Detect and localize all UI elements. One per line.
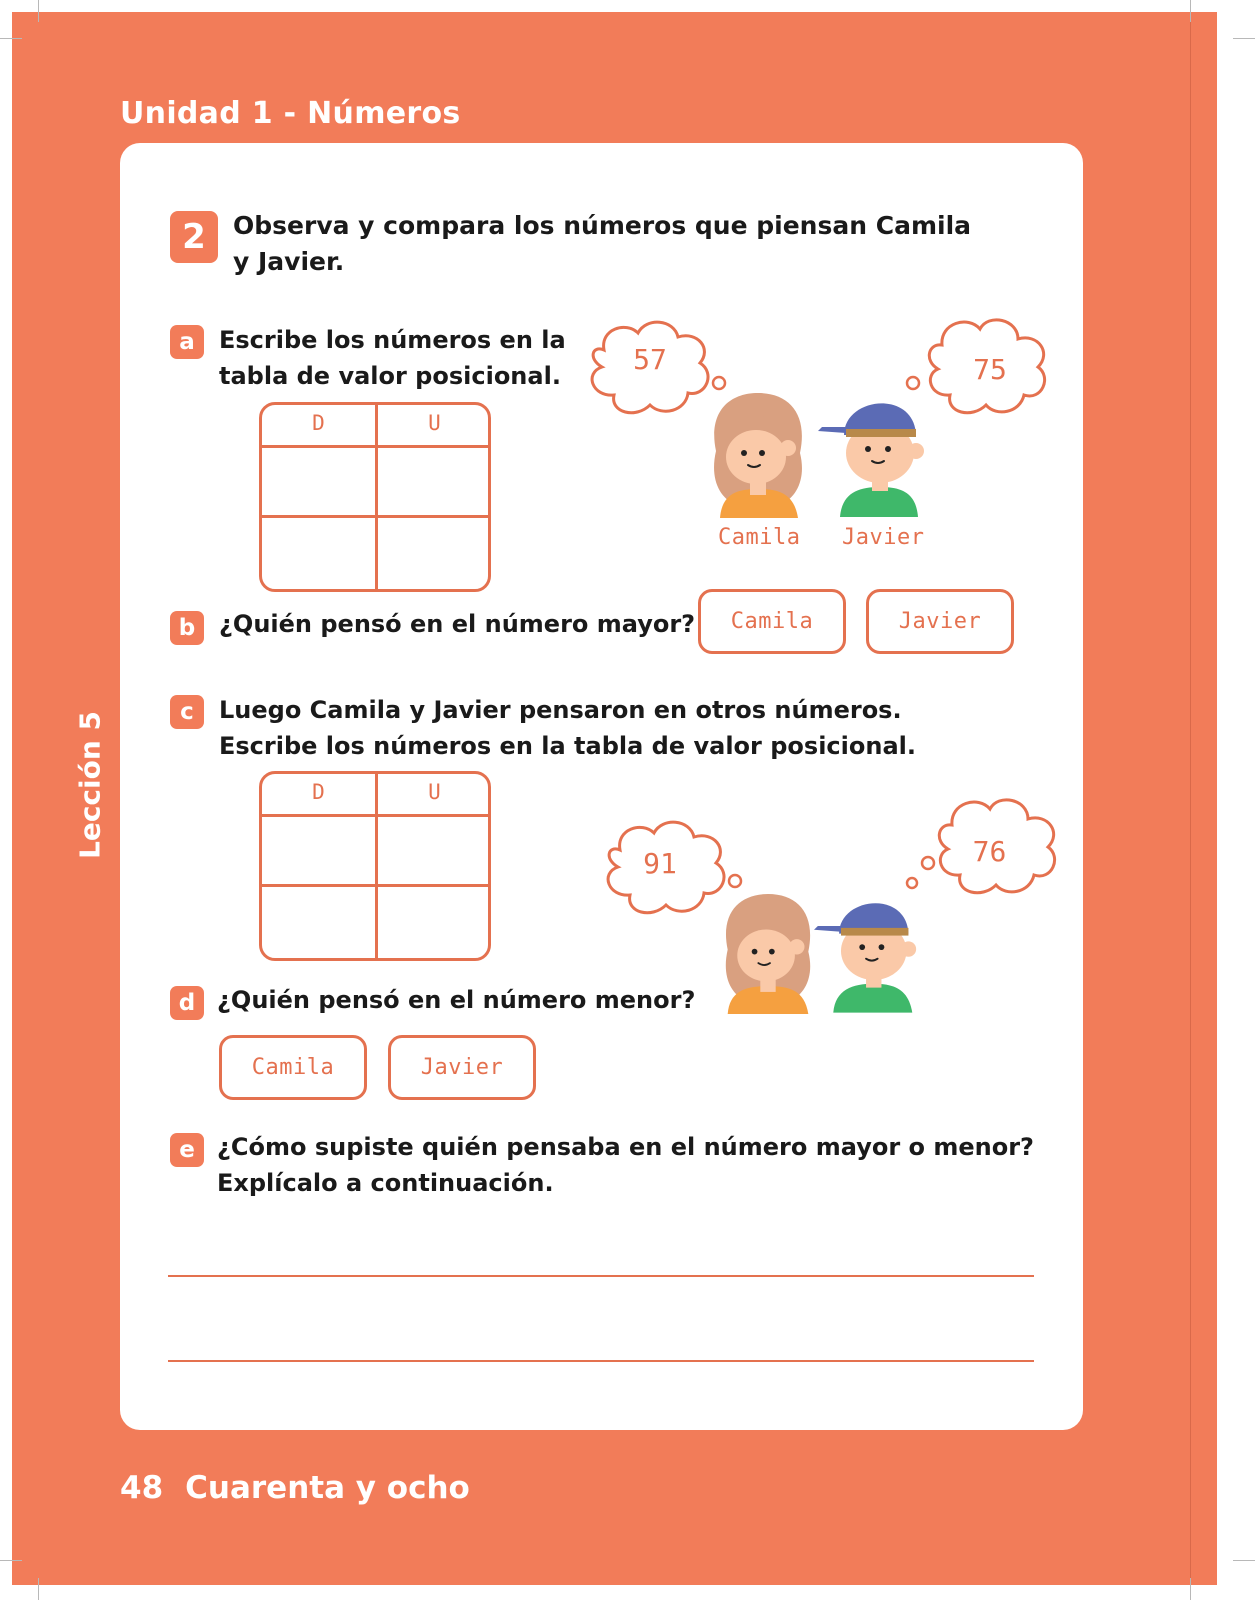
option-camila-button-b[interactable]: Camila [698, 589, 846, 654]
part-a-line1: Escribe los números en la [219, 326, 566, 354]
column-header-tens: D [312, 780, 325, 804]
crop-mark [1190, 1578, 1191, 1600]
part-d-question: ¿Quién pensó en el número menor? [217, 986, 696, 1014]
thought-number-javier-c: 76 [972, 835, 1007, 868]
javier-avatar [818, 389, 928, 517]
exercise-prompt [233, 208, 971, 280]
exercise-prompt-line2: y Javier. [233, 247, 345, 276]
answer-line[interactable] [168, 1275, 1034, 1277]
page-footer [120, 1470, 470, 1506]
lesson-label: Lección 5 [73, 710, 107, 860]
option-camila-button-d[interactable]: Camila [219, 1035, 367, 1100]
thought-bubble-camila-c [598, 815, 728, 920]
part-b-badge: b [170, 611, 204, 645]
thought-number-camila-a: 57 [633, 343, 667, 376]
table-cell-javier-tens[interactable] [262, 887, 375, 958]
column-header-tens: D [312, 411, 325, 435]
option-javier-button-d[interactable]: Javier [388, 1035, 536, 1100]
crop-mark [1233, 1560, 1255, 1561]
table-cell-camila-tens[interactable] [262, 817, 375, 884]
part-e-line1: ¿Cómo supiste quién pensaba en el número mayor o menor? [217, 1133, 1034, 1161]
part-a-instruction [219, 322, 566, 394]
part-c-instruction [219, 692, 916, 764]
place-value-table-c [259, 771, 491, 961]
exercise-prompt-line1: Observa y compara los números que piensan Camila [233, 211, 972, 240]
crop-mark [1190, 0, 1191, 22]
table-cell-camila-units[interactable] [378, 817, 491, 884]
thought-bubble-camila-a [582, 315, 712, 420]
camila-avatar [720, 893, 816, 1015]
page-fold-line [1190, 12, 1191, 1585]
crop-mark [0, 38, 22, 39]
table-cell-camila-tens[interactable] [262, 448, 375, 515]
table-cell-javier-units[interactable] [378, 887, 491, 958]
thought-bubble-javier-c [910, 793, 1050, 903]
part-e-line2: Explícalo a continuación. [217, 1169, 554, 1197]
page-number-words: Cuarenta y ocho [185, 1470, 470, 1506]
crop-mark [38, 0, 39, 22]
unit-title: Unidad 1 - Números [120, 96, 461, 131]
part-e-question [217, 1129, 1034, 1201]
thought-number-javier-a: 75 [973, 353, 1007, 386]
column-header-units: U [428, 411, 441, 435]
name-label-javier: Javier [842, 525, 925, 550]
thought-bubble-javier-a [910, 313, 1050, 423]
part-d-badge: d [170, 986, 204, 1020]
column-header-units: U [428, 780, 441, 804]
part-c-line2: Escribe los números en la tabla de valor posicional. [219, 732, 916, 760]
option-javier-button-b[interactable]: Javier [866, 589, 1014, 654]
crop-mark [0, 1560, 22, 1561]
answer-line[interactable] [168, 1360, 1034, 1362]
javier-avatar [814, 889, 920, 1013]
table-cell-javier-tens[interactable] [262, 518, 375, 589]
part-e-badge: e [170, 1133, 204, 1167]
crop-mark [38, 1578, 39, 1600]
name-label-camila: Camila [718, 525, 801, 550]
exercise-number-badge: 2 [170, 211, 218, 263]
place-value-table-a [259, 402, 491, 592]
table-cell-javier-units[interactable] [378, 518, 491, 589]
crop-mark [1233, 38, 1255, 39]
part-c-badge: c [170, 695, 204, 729]
part-a-badge: a [170, 325, 204, 359]
table-cell-camila-units[interactable] [378, 448, 491, 515]
part-b-question: ¿Quién pensó en el número mayor? [219, 610, 696, 638]
part-a-line2: tabla de valor posicional. [219, 362, 561, 390]
part-c-line1: Luego Camila y Javier pensaron en otros números. [219, 696, 902, 724]
camila-avatar [708, 393, 808, 518]
thought-number-camila-c: 91 [643, 847, 677, 880]
exercise-card [120, 143, 1083, 1430]
page-number: 48 [120, 1470, 164, 1506]
